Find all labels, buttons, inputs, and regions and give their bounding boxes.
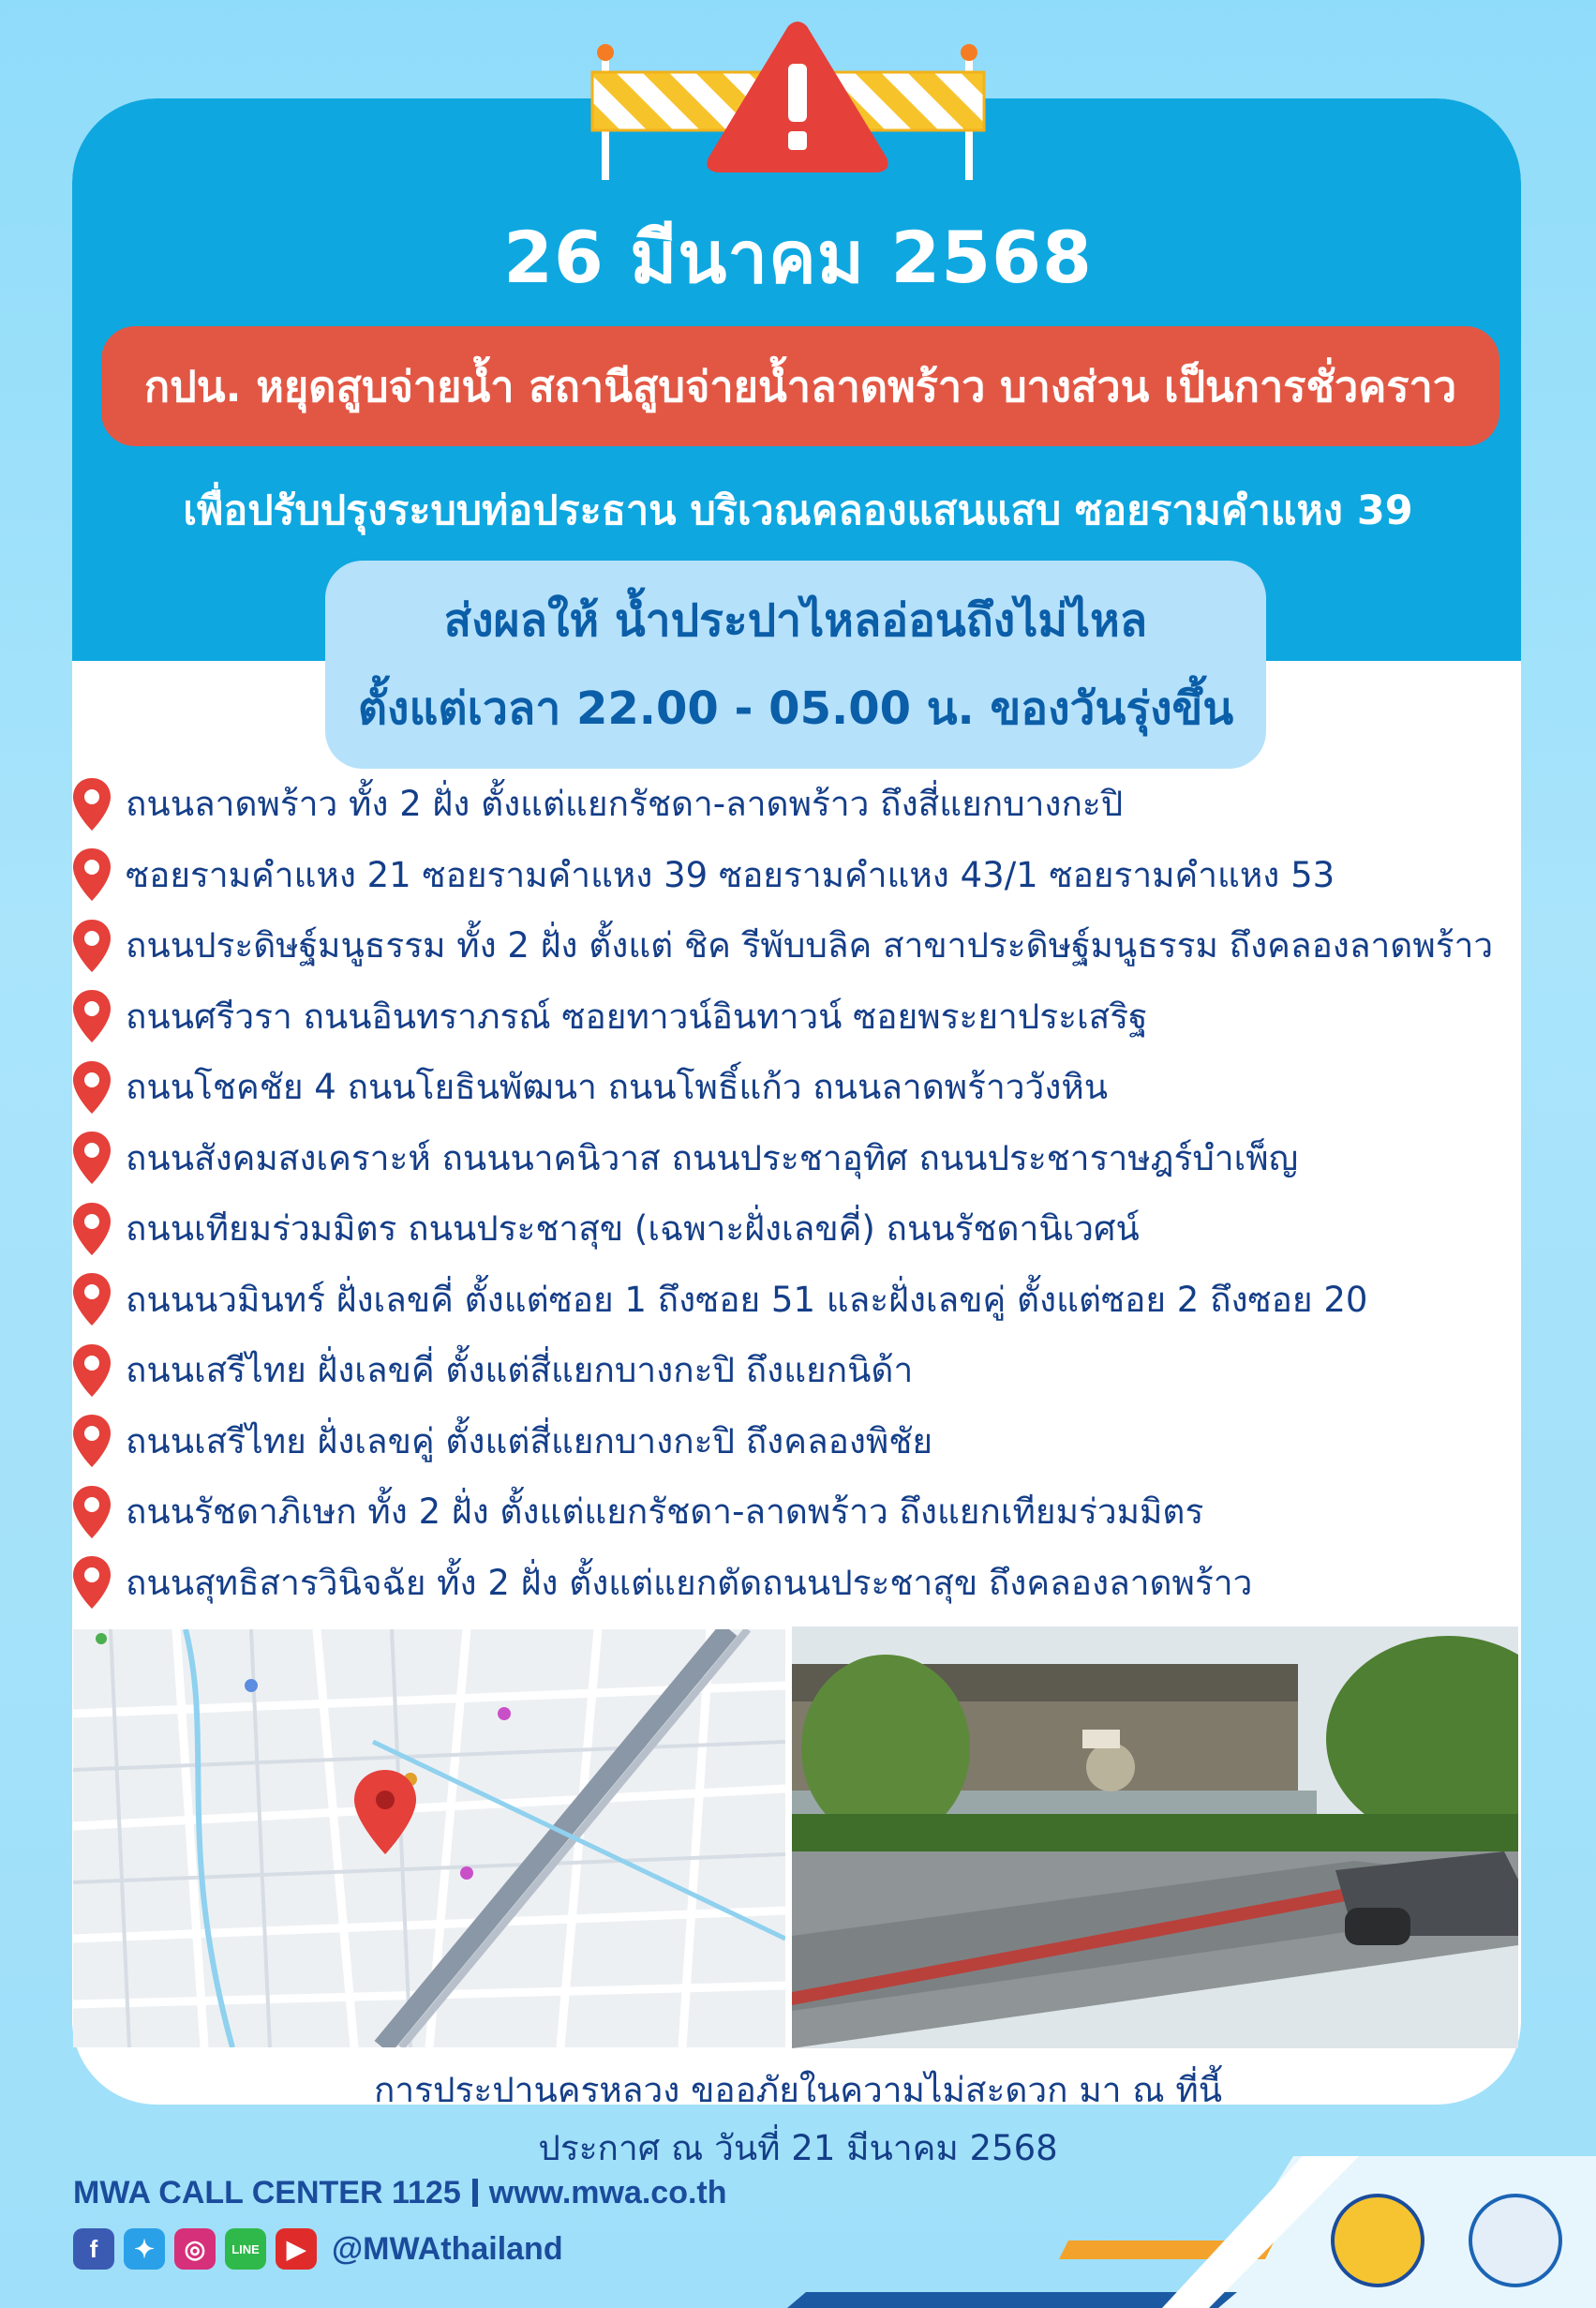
twitter-icon[interactable]: ✦ (124, 2228, 165, 2270)
headline-text: กปน. หยุดสูบจ่ายน้ำ สถานีสูบจ่ายน้ำลาดพร้าว บางส่วน เป็นการชั่วคราว (143, 362, 1457, 412)
contact-line (73, 2175, 727, 2211)
list-item (71, 910, 1533, 982)
list-item (71, 1476, 1533, 1548)
area-text: ถนนเสรีไทย ฝั่งเลขคี่ ตั้งแต่สี่แยกบางกะปิ ถึงแยกนิด้า (126, 1350, 914, 1391)
line-icon[interactable]: LINE (225, 2228, 266, 2270)
subtitle: เพื่อปรับปรุงระบบท่อประธาน บริเวณคลองแสนแสบ ซอยรามคำแหง 39 (183, 487, 1413, 534)
location-pin-icon (71, 1413, 112, 1469)
location-pin-icon (71, 1130, 112, 1186)
location-pin-icon (71, 776, 112, 832)
list-item (71, 1406, 1533, 1477)
call-center: MWA CALL CENTER 1125 (73, 2175, 461, 2211)
location-pin-icon (71, 1484, 112, 1540)
event-date: 26 มีนาคม 2568 (503, 216, 1093, 299)
instagram-icon[interactable]: ◎ (174, 2228, 216, 2270)
location-pin-icon (71, 1059, 112, 1116)
separator (472, 2179, 478, 2207)
social-handle[interactable]: @MWAthailand (332, 2230, 563, 2267)
area-text: ถนนเสรีไทย ฝั่งเลขคู่ ตั้งแต่สี่แยกบางกะปิ ถึงคลองพิชัย (126, 1420, 933, 1461)
list-item (71, 840, 1533, 911)
location-pin-icon (71, 988, 112, 1044)
headline-banner (101, 326, 1499, 446)
area-text: ถนนสุทธิสารวินิจฉัย ทั้ง 2 ฝั่ง ตั้งแต่แยกตัดถนนประชาสุข ถึงคลองลาดพร้าว (126, 1562, 1253, 1603)
location-pin-icon (71, 918, 112, 974)
pumping-station-photo (792, 1626, 1518, 2048)
area-text: ถนนศรีวรา ถนนอินทราภรณ์ ซอยทาวน์อินทาวน์ ซอยพระยาประเสริฐ (126, 996, 1148, 1037)
list-item (71, 1265, 1533, 1336)
location-pin-icon (71, 1554, 112, 1611)
list-item (71, 982, 1533, 1053)
list-item (71, 1193, 1533, 1265)
apology-text: การประปานครหลวง ขออภัยในความไม่สะดวก มา ณ ที่นี้ (373, 2070, 1223, 2110)
area-text: ถนนโชคชัย 4 ถนนโยธินพัฒนา ถนนโพธิ์แก้ว ถนนลาดพร้าววังหิน (126, 1067, 1109, 1108)
list-item (71, 1052, 1533, 1123)
area-text: ถนนเทียมร่วมมิตร ถนนประชาสุข (เฉพาะฝั่งเลขคี่) ถนนรัชดานิเวศน์ (126, 1208, 1140, 1250)
area-text: ถนนสังคมสงเคราะห์ ถนนนาคนิวาส ถนนประชาอุทิศ ถนนประชาราษฎร์บำเพ็ญ (126, 1137, 1299, 1178)
affected-areas-list (71, 769, 1533, 1618)
effect-line-1: ส่งผลให้ น้ำประปาไหลอ่อนถึงไม่ไหล (443, 594, 1148, 647)
warning-barrier-icon (590, 21, 1012, 187)
effect-box (325, 561, 1266, 769)
location-pin-icon (71, 1201, 112, 1257)
announcement-date: ประกาศ ณ วันที่ 21 มีนาคม 2568 (538, 2128, 1058, 2168)
list-item (71, 1123, 1533, 1194)
area-text: ซอยรามคำแหง 21 ซอยรามคำแหง 39 ซอยรามคำแหง 43/1 ซอยรามคำแหง 53 (126, 854, 1335, 895)
location-pin-icon (71, 1271, 112, 1327)
area-text: ถนนนวมินทร์ ฝั่งเลขคี่ ตั้งแต่ซอย 1 ถึงซอย 51 และฝั่งเลขคู่ ตั้งแต่ซอย 2 ถึงซอย 20 (126, 1279, 1368, 1320)
area-text: ถนนประดิษฐ์มนูธรรม ทั้ง 2 ฝั่ง ตั้งแต่ ชิค รีพับบลิค สาขาประดิษฐ์มนูธรรม ถึงคลองลาดพร้าว (126, 925, 1494, 967)
map-image (73, 1629, 785, 2047)
list-item (71, 1548, 1533, 1619)
youtube-icon[interactable]: ▶ (276, 2228, 317, 2270)
list-item (71, 1335, 1533, 1406)
area-text: ถนนลาดพร้าว ทั้ง 2 ฝั่ง ตั้งแต่แยกรัชดา-ลาดพร้าว ถึงสี่แยกบางกะปิ (126, 784, 1124, 825)
effect-line-2: ตั้งแต่เวลา 22.00 - 05.00 น. ของวันรุ่งขึ้น (357, 682, 1234, 735)
location-pin-icon (71, 847, 112, 903)
area-text: ถนนรัชดาภิเษก ทั้ง 2 ฝั่ง ตั้งแต่แยกรัชดา-ลาดพร้าว ถึงแยกเทียมร่วมมิตร (126, 1491, 1204, 1533)
list-item (71, 769, 1533, 840)
social-links (73, 2228, 563, 2270)
location-pin-icon (71, 1342, 112, 1399)
facebook-icon[interactable]: f (73, 2228, 114, 2270)
mwa-logo (1469, 2194, 1562, 2287)
website-link[interactable]: www.mwa.co.th (488, 2175, 727, 2211)
emblem-logo (1331, 2194, 1424, 2287)
